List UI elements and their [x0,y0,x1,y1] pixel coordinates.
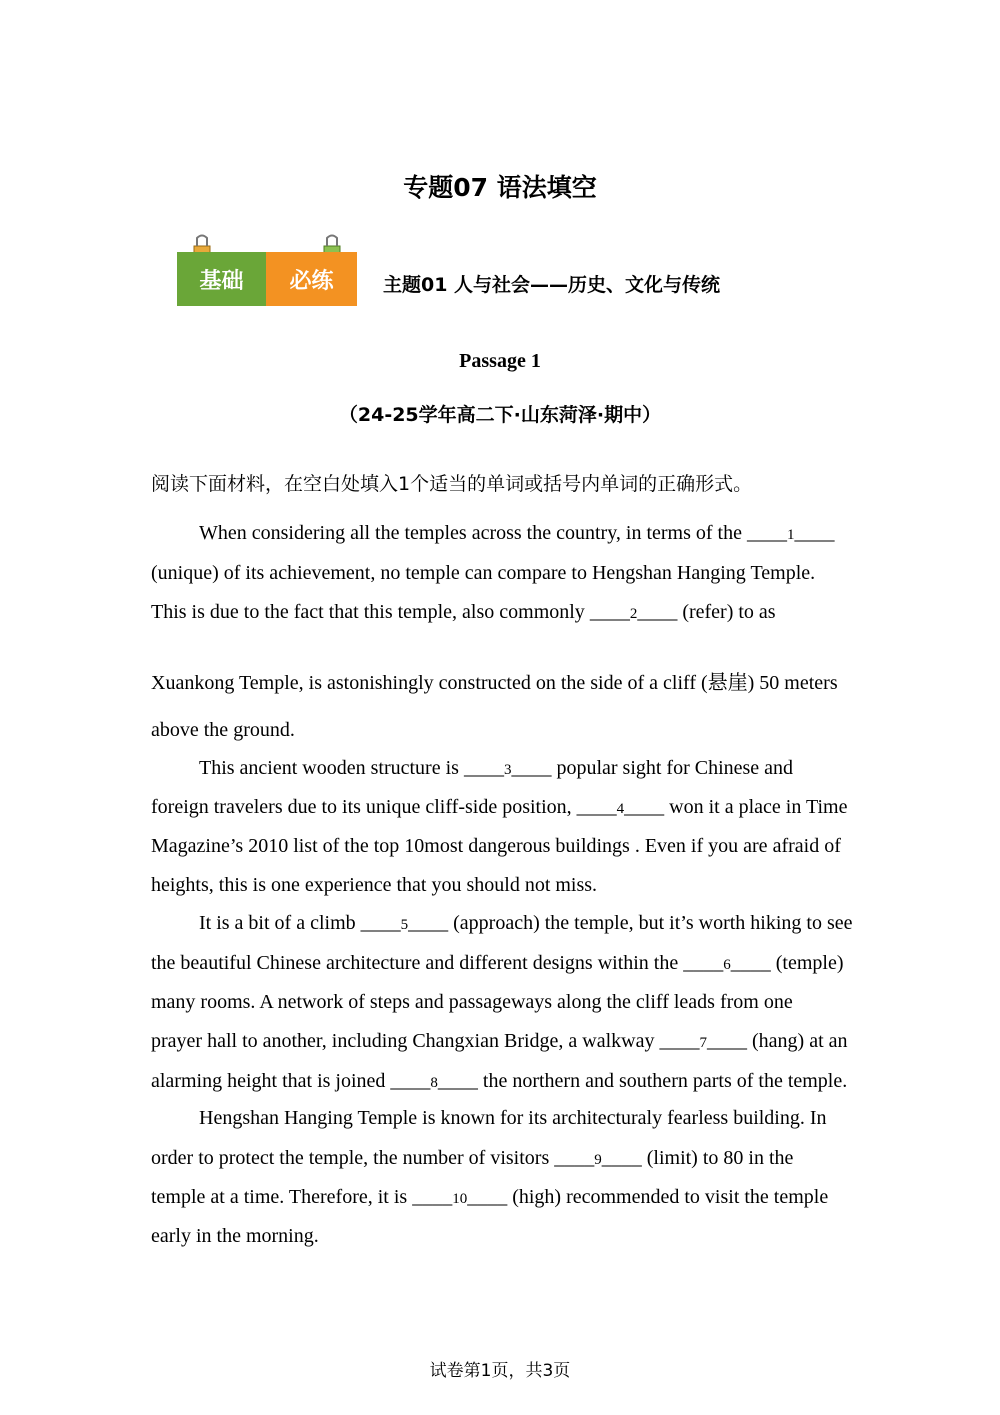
line-text: (refer) to as [677,601,776,623]
blank-number: 7 [699,1035,707,1051]
passage-line [151,991,793,1014]
blank-6[interactable]: ____6____ [683,952,771,974]
instruction-text: 阅读下面材料，在空白处填入1个适当的单词或括号内单词的正确形式。 [151,473,753,495]
blank-10[interactable]: ____10____ [412,1186,508,1208]
blank-number: 10 [452,1191,468,1207]
line-text: When considering all the temples across the country, in terms of the [199,522,747,544]
passage-line [151,835,841,858]
blank-5[interactable]: ____5____ [360,912,449,934]
line-text: temple at a time. Therefore, it is [151,1186,413,1208]
badge-left-label: 基础 [177,252,266,306]
line-text: This ancient wooden structure is [199,757,464,779]
section-badge [177,234,357,306]
blank-number: 9 [594,1152,602,1168]
passage-line [151,1070,847,1093]
passage-line [151,1147,793,1170]
blank-3[interactable]: ____3____ [463,757,552,779]
badge-right-label: 必练 [266,252,357,306]
line-text: above the ground. [151,719,295,741]
line-text: the northern and southern parts of the temple. [477,1070,848,1092]
blank-1[interactable]: ____1____ [747,522,835,544]
line-text: order to protect the temple, the number of visitors [151,1147,555,1169]
line-text: foreign travelers due to its unique cliff-side position, [151,796,577,818]
line-text: It is a bit of a climb [199,912,361,934]
line-text: prayer hall to another, including Changxian Bridge, a walkway [151,1030,660,1052]
line-text: Xuankong Temple, is astonishingly constructed on the side of a cliff (悬崖) 50 meters [151,672,838,694]
line-text: popular sight for Chinese and [551,757,794,779]
line-text: (unique) of its achievement, no temple can compare to Hengshan Hanging Temple. [151,562,816,584]
line-text: won it a place in Time [664,796,848,818]
blank-4[interactable]: ____4____ [576,796,665,818]
line-text: many rooms. A network of steps and passageways along the cliff leads from one [151,991,793,1013]
line-text: (limit) to 80 in the [641,1147,794,1169]
topic-heading: 主题01 人与社会——历史、文化与传统 [383,274,721,296]
line-text: Hengshan Hanging Temple is known for its architecturaly fearless building. In [199,1107,827,1129]
line-text: (approach) the temple, but it’s worth hiking to see [448,912,853,934]
passage-line [199,912,853,935]
passage-line [151,1225,319,1248]
blank-number: 8 [430,1075,438,1091]
passage-line [199,757,793,780]
passage-line [151,666,838,695]
passage-line [151,1186,828,1209]
passage-line [151,952,844,975]
blank-7[interactable]: ____7____ [659,1030,747,1052]
blank-number: 1 [787,527,795,543]
passage-source: （24-25学年高二下·山东菏泽·期中） [338,404,662,426]
passage-line [151,874,597,897]
passage-line [151,562,815,585]
line-text: Magazine’s 2010 list of the top 10most dangerous buildings . Even if you are afraid of [151,835,841,857]
blank-number: 3 [503,762,512,778]
passage-line [199,522,835,545]
passage-title: Passage 1 [459,350,541,372]
line-text: heights, this is one experience that you should not miss. [151,874,598,896]
passage-line [199,1107,827,1130]
passage-line [151,719,295,742]
passage-line [151,1030,848,1053]
line-text: (high) recommended to visit the temple [507,1186,829,1208]
line-text: early in the morning. [151,1225,319,1247]
blank-number: 6 [723,957,731,973]
blank-number: 5 [400,917,409,933]
line-text: (hang) at an [747,1030,848,1052]
blank-2[interactable]: ____2____ [589,601,678,623]
line-text: (temple) [770,952,844,974]
line-text: the beautiful Chinese architecture and different designs within the [151,952,684,974]
page-footer: 试卷第1页，共3页 [429,1361,571,1381]
page-title: 专题07 语法填空 [403,173,597,202]
line-text: This is due to the fact that this temple, also commonly [151,601,590,623]
blank-number: 4 [616,801,625,817]
passage-line [151,601,776,624]
blank-number: 2 [629,606,638,622]
blank-8[interactable]: ____8____ [390,1070,478,1092]
blank-9[interactable]: ____9____ [554,1147,642,1169]
line-text: alarming height that is joined [151,1070,391,1092]
passage-line [151,796,847,819]
